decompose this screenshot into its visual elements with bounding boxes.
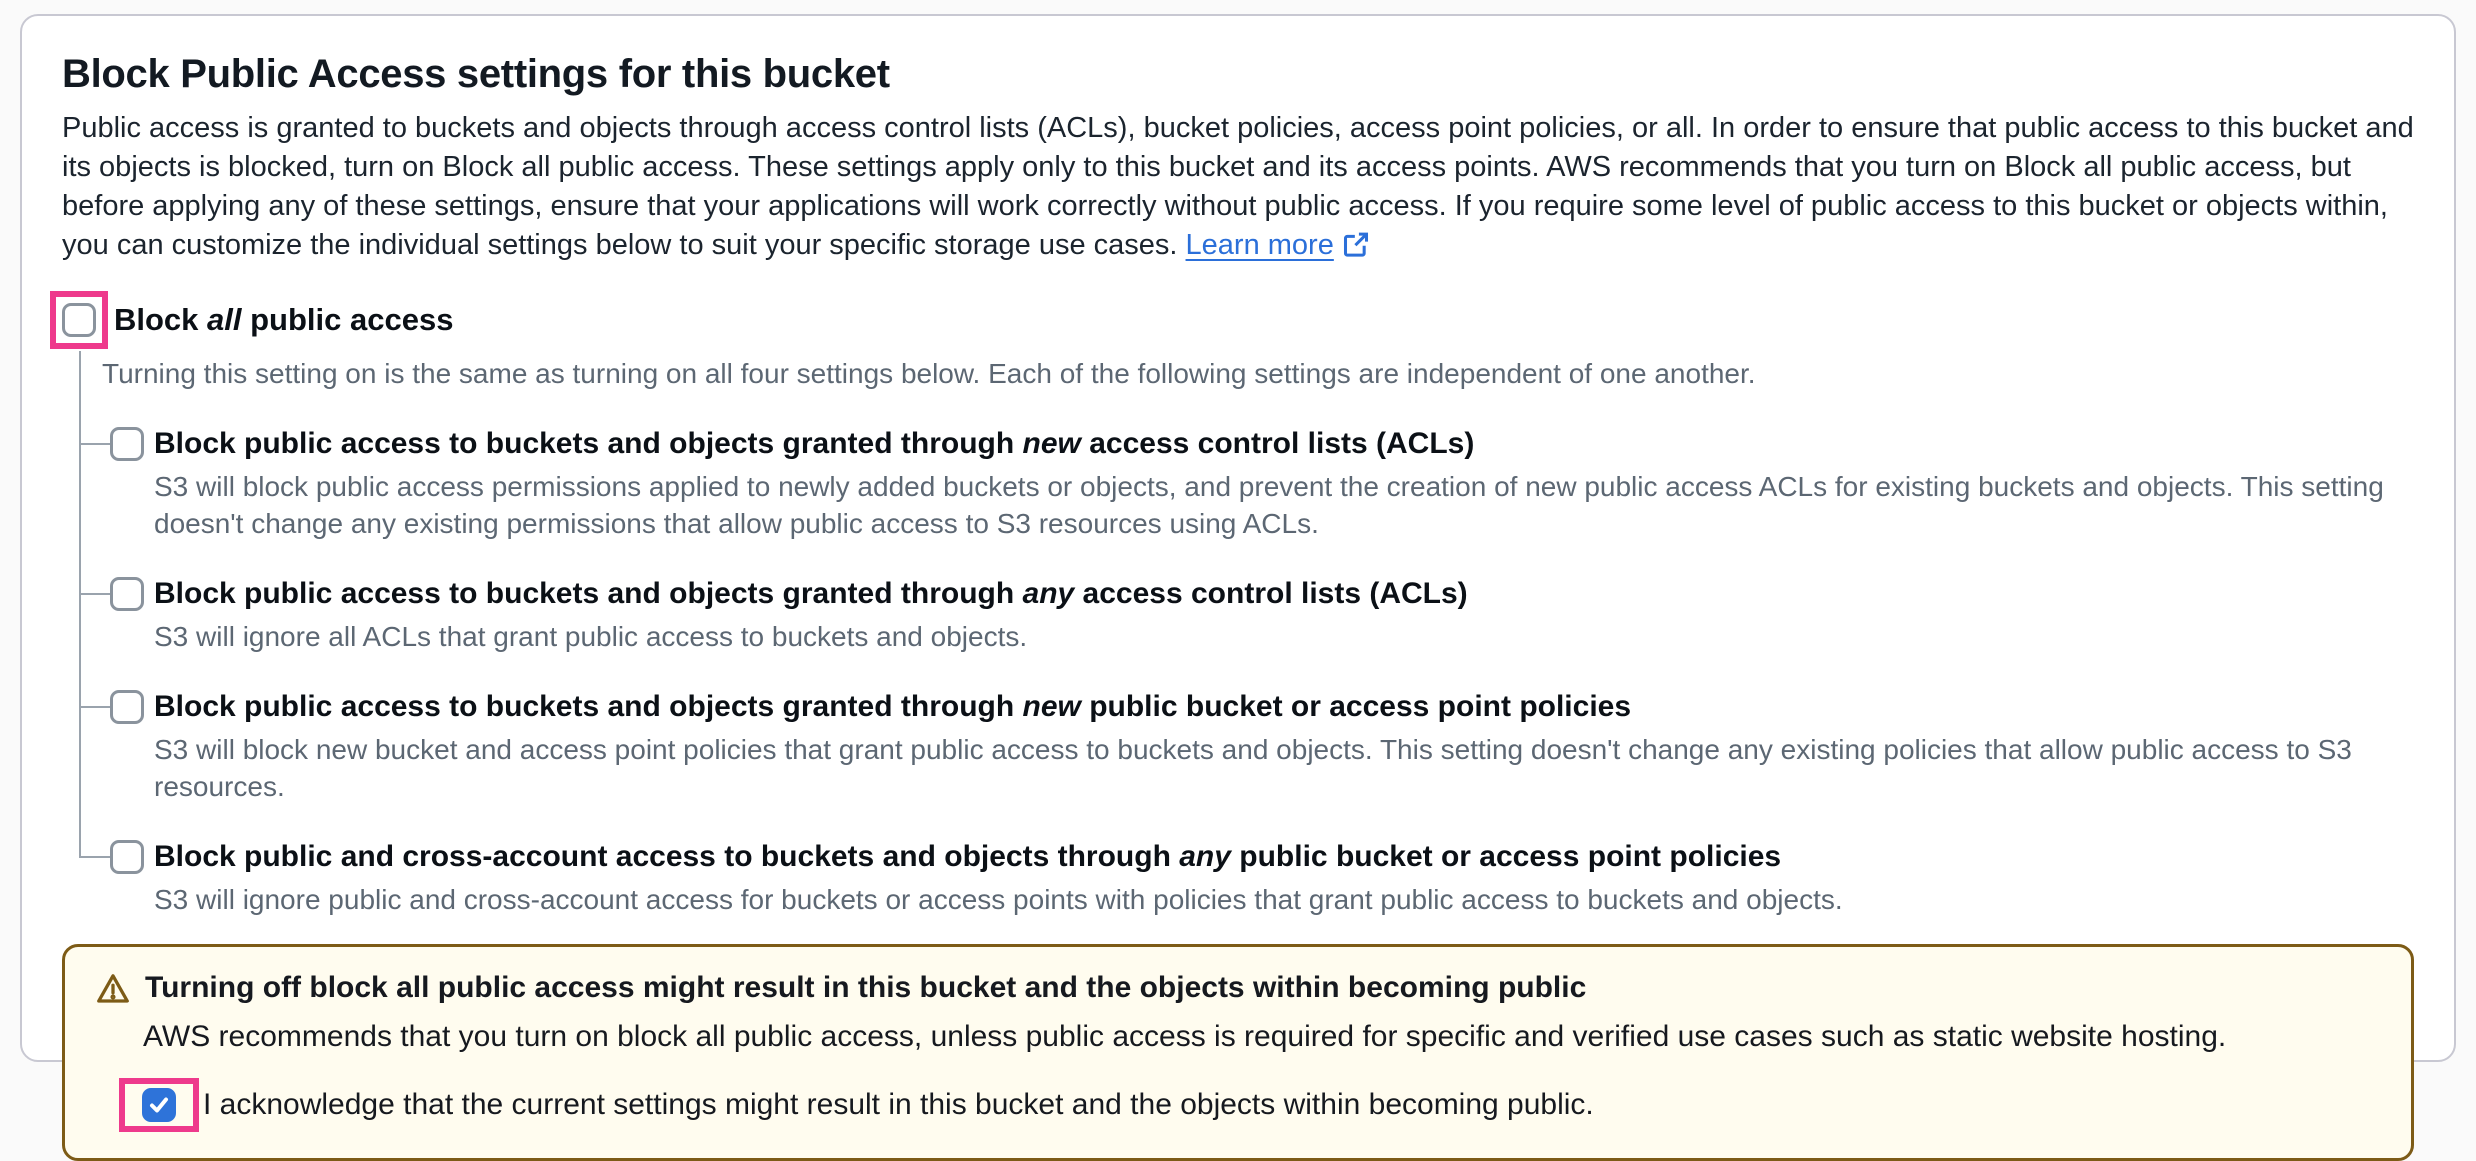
warning-title: Turning off block all public access might result in this bucket and the objects within becoming public [145, 971, 1587, 1004]
label-post: access control lists (ACLs) [1080, 427, 1475, 460]
block-new-policies-label [154, 688, 2414, 726]
label-italic: new [1022, 690, 1081, 723]
acknowledge-checkbox[interactable] [142, 1088, 176, 1122]
block-public-access-panel [20, 14, 2456, 1121]
block-all-label-post: public access [241, 302, 454, 337]
acknowledge-row [119, 1078, 2381, 1132]
setting-row-block-new-policies [62, 688, 2414, 805]
block-all-row [62, 291, 2414, 349]
annotation-highlight-block-all [50, 291, 108, 349]
page-title: Block Public Access settings for this bucket [62, 52, 890, 96]
warning-icon [95, 971, 131, 1012]
check-icon [147, 1093, 171, 1117]
warning-header [95, 969, 2381, 1012]
learn-more-link[interactable]: Learn more [1185, 229, 1334, 261]
settings-tree [62, 351, 2414, 918]
tree-branch-line [79, 706, 110, 708]
block-new-acls-checkbox[interactable] [110, 427, 144, 461]
block-new-acls-description: S3 will block public access permissions applied to newly added buckets or objects, and prevent the creation of new public access ACLs for existing buckets and objects. This setting doesn't change any existing permissions that allow public access to S3 resources using ACLs. [154, 471, 2384, 539]
label-pre: Block public access to buckets and objects granted through [154, 427, 1023, 460]
block-any-policies-checkbox[interactable] [110, 840, 144, 874]
label-italic: new [1022, 427, 1081, 460]
block-new-policies-description: S3 will block new bucket and access point policies that grant public access to buckets and objects. This setting doesn't change any existing policies that allow public access to S3 resources. [154, 734, 2352, 802]
label-pre: Block public and cross-account access to buckets and objects through [154, 840, 1180, 873]
label-post: access control lists (ACLs) [1074, 577, 1468, 610]
setting-row-block-any-policies [62, 838, 2414, 918]
label-pre: Block public access to buckets and objects granted through [154, 690, 1023, 723]
block-any-acls-label [154, 575, 2414, 613]
block-any-policies-label [154, 838, 2414, 876]
block-all-label [114, 302, 453, 338]
block-all-checkbox[interactable] [62, 303, 96, 337]
block-new-policies-checkbox[interactable] [110, 690, 144, 724]
intro-paragraph: Public access is granted to buckets and objects through access control lists (ACLs), bucket policies, access point policies, or all. In order to ensure that public access to this bucket and its objects is blocked, turn on Block all public access. These settings apply only to this bucket and its access points. AWS recommends that you turn on Block all public access, but before applying any of these settings, ensure that your applications will work correctly without public access. If you require some level of public access to this bucket or objects within, you can customize the individual settings below to suit your specific storage use cases. [62, 112, 2414, 261]
label-pre: Block public access to buckets and objects granted through [154, 577, 1023, 610]
block-all-label-pre: Block [114, 302, 208, 337]
setting-row-block-any-acls [62, 575, 2414, 655]
block-all-description: Turning this setting on is the same as turning on all four settings below. Each of the following settings are independent of one another. [102, 358, 1756, 389]
setting-row-block-new-acls [62, 425, 2414, 542]
label-post: public bucket or access point policies [1080, 690, 1632, 723]
acknowledge-label: I acknowledge that the current settings might result in this bucket and the objects within becoming public. [203, 1088, 1594, 1121]
label-italic: any [1022, 577, 1075, 610]
external-link-icon [1342, 230, 1370, 269]
label-post: public bucket or access point policies [1230, 840, 1782, 873]
tree-branch-line [79, 856, 110, 858]
block-any-acls-description: S3 will ignore all ACLs that grant public access to buckets and objects. [154, 621, 1028, 652]
tree-branch-line [79, 593, 110, 595]
block-all-label-italic: all [207, 302, 242, 337]
warning-body: AWS recommends that you turn on block all public access, unless public access is required for specific and verified use cases such as static website hosting. [143, 1020, 2227, 1053]
block-new-acls-label [154, 425, 2414, 463]
tree-branch-line [79, 443, 110, 445]
label-italic: any [1179, 840, 1231, 873]
intro-text [62, 109, 2414, 269]
annotation-highlight-acknowledge [119, 1078, 199, 1132]
block-any-policies-description: S3 will ignore public and cross-account access for buckets or access points with policies that grant public access to buckets and objects. [154, 884, 1843, 915]
warning-banner [62, 944, 2414, 1161]
block-any-acls-checkbox[interactable] [110, 577, 144, 611]
